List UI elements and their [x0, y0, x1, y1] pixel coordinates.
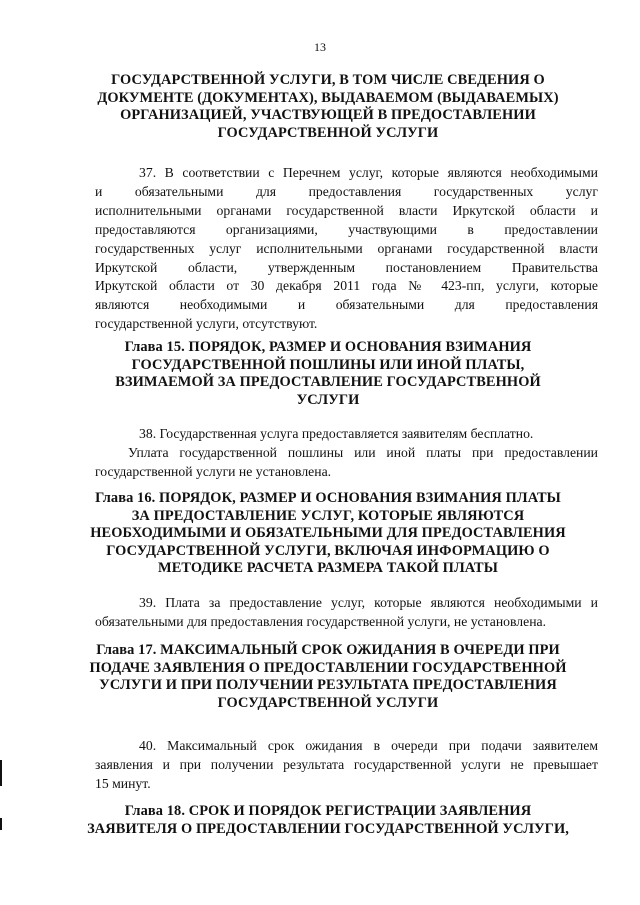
paragraph-line: 37. В соответствии с Перечнем услуг, которые являются необходимыми	[139, 165, 598, 180]
paragraph-line: Уплата государственной пошлины или иной платы при предоставлении	[128, 444, 598, 460]
paragraph-line: 39. Плата за предоставление услуг, которые являются необходимыми и	[139, 595, 598, 610]
paragraph-line: государственной услуги, отсутствуют.	[95, 316, 318, 332]
heading-line: ВЗИМАЕМОЙ ЗА ПРЕДОСТАВЛЕНИЕ ГОСУДАРСТВЕННОЙ	[115, 374, 541, 390]
heading-line: ЗА ПРЕДОСТАВЛЕНИЕ УСЛУГ, КОТОРЫЕ ЯВЛЯЮТСЯ	[131, 507, 525, 524]
heading-line: УСЛУГИ	[296, 391, 360, 408]
heading-line: ДОКУМЕНТЕ (ДОКУМЕНТАХ), ВЫДАВАЕМОМ (ВЫДАВАЕМЫХ)	[97, 89, 559, 106]
scan-margin-mark	[0, 818, 2, 830]
paragraph-line: являются необходимыми и обязательными для предоставления	[95, 297, 598, 313]
paragraph-line: государственных услуг исполнительными органами государственной власти	[95, 240, 598, 256]
heading-line: МЕТОДИКЕ РАСЧЕТА РАЗМЕРА ТАКОЙ ПЛАТЫ	[158, 560, 498, 576]
heading-line: Глава 15. ПОРЯДОК, РАЗМЕР И ОСНОВАНИЯ ВЗИМАНИЯ	[124, 339, 532, 355]
heading-line: ГОСУДАРСТВЕННОЙ УСЛУГИ, ВКЛЮЧАЯ ИНФОРМАЦИЮ О	[106, 542, 550, 559]
heading-line: Глава 17. МАКСИМАЛЬНЫЙ СРОК ОЖИДАНИЯ В ОЧЕРЕДИ ПРИ	[96, 642, 560, 658]
heading-line: ГОСУДАРСТВЕННОЙ УСЛУГИ	[217, 124, 439, 141]
chapter-17-heading	[78, 642, 578, 712]
heading-line: УСЛУГИ И ПРИ ПОЛУЧЕНИИ РЕЗУЛЬТАТА ПРЕДОСТАВЛЕНИЯ	[99, 677, 557, 693]
heading-line: ГОСУДАРСТВЕННОЙ ПОШЛИНЫ ИЛИ ИНОЙ ПЛАТЫ,	[131, 356, 525, 373]
scan-margin-mark	[0, 760, 2, 786]
paragraph-39	[95, 594, 598, 632]
heading-line: ПОДАЧЕ ЗАЯВЛЕНИЯ О ПРЕДОСТАВЛЕНИИ ГОСУДАРСТВЕННОЙ	[89, 659, 567, 676]
heading-line: ЗАЯВИТЕЛЯ О ПРЕДОСТАВЛЕНИИ ГОСУДАРСТВЕННОЙ УСЛУГИ,	[87, 820, 569, 837]
heading-line: ГОСУДАРСТВЕННОЙ УСЛУГИ	[217, 694, 439, 711]
chapter-15-heading	[78, 339, 578, 409]
heading-line: ГОСУДАРСТВЕННОЙ УСЛУГИ, В ТОМ ЧИСЛЕ СВЕДЕНИЯ О	[111, 72, 545, 88]
heading-line: НЕОБХОДИМЫМИ И ОБЯЗАТЕЛЬНЫМИ ДЛЯ ПРЕДОСТАВЛЕНИЯ	[90, 525, 566, 541]
paragraph-line: исполнительными органами государственной власти Иркутской области и	[95, 202, 598, 218]
paragraph-line: предоставляются организациями, участвующими в предоставлении	[95, 221, 598, 237]
paragraph-line: обязательными для предоставления государственной услуги, не установлена.	[95, 613, 547, 629]
paragraph-line: государственной услуги не установлена.	[95, 463, 332, 479]
heading-line: Глава 16. ПОРЯДОК, РАЗМЕР И ОСНОВАНИЯ ВЗИМАНИЯ ПЛАТЫ	[95, 490, 561, 506]
paragraph-line: 40. Максимальный срок ожидания в очереди при подачи заявителем	[139, 738, 598, 753]
paragraph-38	[95, 425, 598, 482]
paragraph-line: 38. Государственная услуга предоставляется заявителям бесплатно.	[139, 426, 534, 441]
section-heading-continuation	[78, 72, 578, 142]
paragraph-37	[95, 164, 598, 334]
paragraph-line: 15 минут.	[95, 775, 151, 791]
paragraph-40	[95, 737, 598, 794]
paragraph-line: и обязательными для предоставления государственных услуг	[95, 183, 598, 199]
page-number: 13	[314, 40, 326, 54]
paragraph-line: заявления и при получении результата государственной услуги не превышает	[95, 756, 598, 772]
chapter-16-heading	[78, 490, 578, 578]
heading-line: Глава 18. СРОК И ПОРЯДОК РЕГИСТРАЦИИ ЗАЯВЛЕНИЯ	[124, 803, 532, 819]
paragraph-line: Иркутской области, утвержденным постановлением Правительства	[95, 259, 598, 275]
chapter-18-heading	[78, 803, 578, 838]
heading-line: ОРГАНИЗАЦИЕЙ, УЧАСТВУЮЩЕЙ В ПРЕДОСТАВЛЕНИИ	[120, 107, 536, 123]
paragraph-line: Иркутской области от 30 декабря 2011 года № 423-пп, услуги, которые	[95, 278, 598, 294]
